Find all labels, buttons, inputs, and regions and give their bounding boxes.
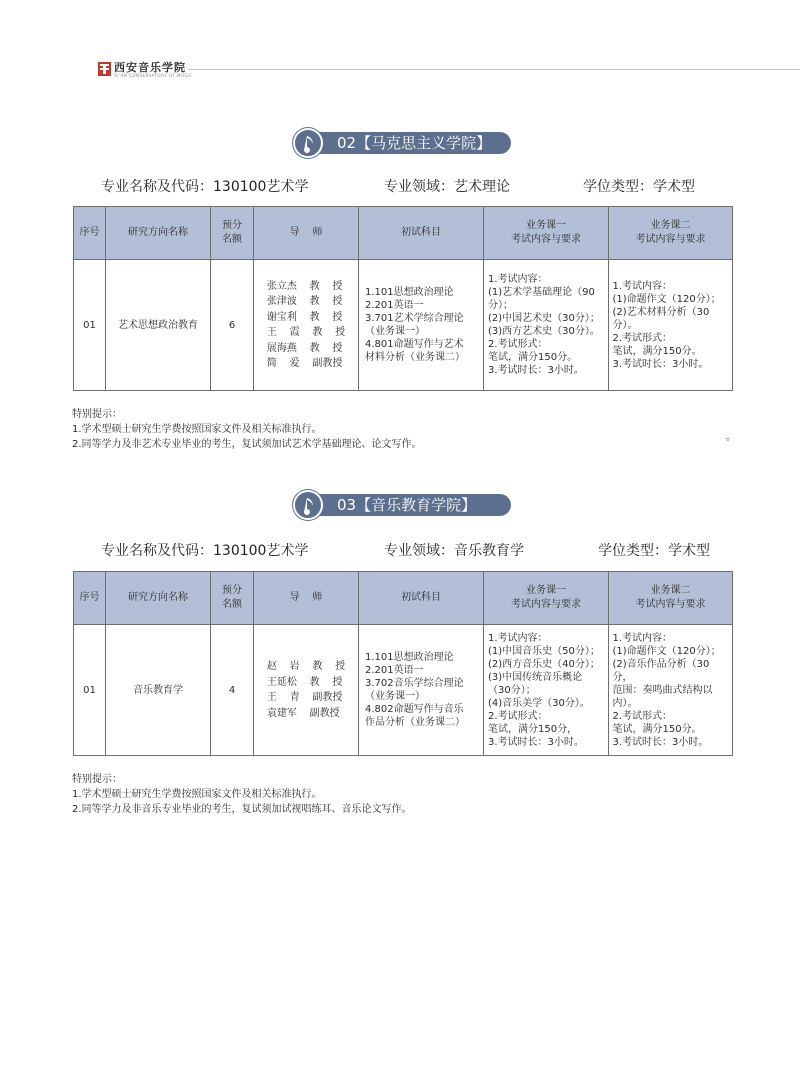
notes-title: 特别提示： xyxy=(72,409,122,420)
quota: 6 xyxy=(211,260,254,391)
col-header: 初试科目 xyxy=(359,572,484,625)
col-header: 预分 名额 xyxy=(211,207,254,260)
course2-requirements: 1.考试内容： (1)命题作文（120分）； (2)艺术材料分析（30分）。 2.考试形式： 笔试，满分150分。 3.考试时长：3小时。 xyxy=(612,280,721,370)
col-header: 业务课一 考试内容与要求 xyxy=(484,572,609,625)
admission-table xyxy=(73,206,733,391)
row-index: 01 xyxy=(74,625,106,756)
notes-block xyxy=(72,772,412,817)
header-divider xyxy=(188,69,800,70)
tutor-list: 赵 岩 教 授 王延松 教 授 王 青 副教授 袁建军 副教授 xyxy=(266,661,346,719)
col-header: 导 师 xyxy=(254,572,359,625)
table-header-row xyxy=(74,207,733,260)
note-item: 1.学术型硕士研究生学费按照国家文件及相关标准执行。 xyxy=(72,789,322,800)
school-logo-icon xyxy=(98,62,111,76)
section-banner-02 xyxy=(293,128,511,158)
school-name-en: XI'AN CONSERVATORY OF MUSIC xyxy=(114,73,193,78)
music-note-icon xyxy=(293,128,323,158)
major-field: 专业领域：音乐教育学 xyxy=(384,543,524,559)
major-code: 专业名称及代码：130100艺术学 xyxy=(101,543,309,559)
admission-table xyxy=(73,571,733,756)
col-header: 预分 名额 xyxy=(211,572,254,625)
table-row xyxy=(74,260,733,391)
col-header: 导 师 xyxy=(254,207,359,260)
major-field: 专业领域：艺术理论 xyxy=(384,179,510,195)
col-header: 业务课二 考试内容与要求 xyxy=(609,572,733,625)
col-header: 研究方向名称 xyxy=(106,207,211,260)
col-header: 序号 xyxy=(74,572,106,625)
note-item: 1.学术型硕士研究生学费按照国家文件及相关标准执行。 xyxy=(72,424,322,435)
degree-type: 学位类型：学术型 xyxy=(583,179,695,195)
col-header: 序号 xyxy=(74,207,106,260)
section-banner-03 xyxy=(293,490,511,520)
col-header: 业务课一 考试内容与要求 xyxy=(484,207,609,260)
section-title: 03【音乐教育学院】 xyxy=(337,496,477,514)
stray-mark: 。 xyxy=(726,432,736,443)
research-direction: 音乐教育学 xyxy=(106,625,211,756)
section-title: 02【马克思主义学院】 xyxy=(337,134,492,152)
course1-requirements: 1.考试内容： (1)艺术学基础理论（90分）； (2)中国艺术史（30分）； (3)西方艺术史（30分）。 2.考试形式： 笔试，满分150分。 3.考试时长：3小时。 xyxy=(488,274,600,376)
degree-type: 学位类型：学术型 xyxy=(598,543,710,559)
col-header: 业务课二 考试内容与要求 xyxy=(609,207,733,260)
table-row xyxy=(74,625,733,756)
quota: 4 xyxy=(211,625,254,756)
note-item: 2.同等学力及非音乐专业毕业的考生，复试须加试视唱练耳、音乐论文写作。 xyxy=(72,804,412,815)
table-header-row xyxy=(74,572,733,625)
col-header: 研究方向名称 xyxy=(106,572,211,625)
note-item: 2.同等学力及非艺术专业毕业的考生，复试须加试艺术学基础理论、论文写作。 xyxy=(72,439,422,450)
tutor-list: 张立杰 教 授 张津波 教 授 谢宝利 教 授 王 霞 教 授 展海燕 教 授 简 爱 副教授 xyxy=(266,280,346,369)
notes-block xyxy=(72,407,422,452)
course1-requirements: 1.考试内容： (1)中国音乐史（50分）； (2)西方音乐史（40分）； (3)中国传统音乐概论 （30分）； (4)音乐美学（30分）。 2.考试形式： 笔试，满分150分， 3.考试时长：3小时。 xyxy=(488,632,600,748)
music-note-icon xyxy=(293,490,323,520)
row-index: 01 xyxy=(74,260,106,391)
major-code: 专业名称及代码：130100艺术学 xyxy=(101,179,309,195)
exam-subjects: 1.101思想政治理论 2.201英语一 3.701艺术学综合理论 （业务课一） 4.801命题写作与艺术 材料分析（业务课二） xyxy=(365,287,465,363)
school-name: 西安音乐学院 xyxy=(114,61,186,74)
notes-title: 特别提示： xyxy=(72,774,122,785)
research-direction: 艺术思想政治教育 xyxy=(106,260,211,391)
exam-subjects: 1.101思想政治理论 2.201英语一 3.702音乐学综合理论 （业务课一） 4.802命题写作与音乐 作品分析（业务课二） xyxy=(365,652,465,728)
col-header: 初试科目 xyxy=(359,207,484,260)
course2-requirements: 1.考试内容： (1)命题作文（120分）； (2)音乐作品分析（30分， 范围：奏鸣曲式结构以 内）。 2.考试形式： 笔试，满分150分。 3.考试时长：3小时。 xyxy=(612,632,721,748)
